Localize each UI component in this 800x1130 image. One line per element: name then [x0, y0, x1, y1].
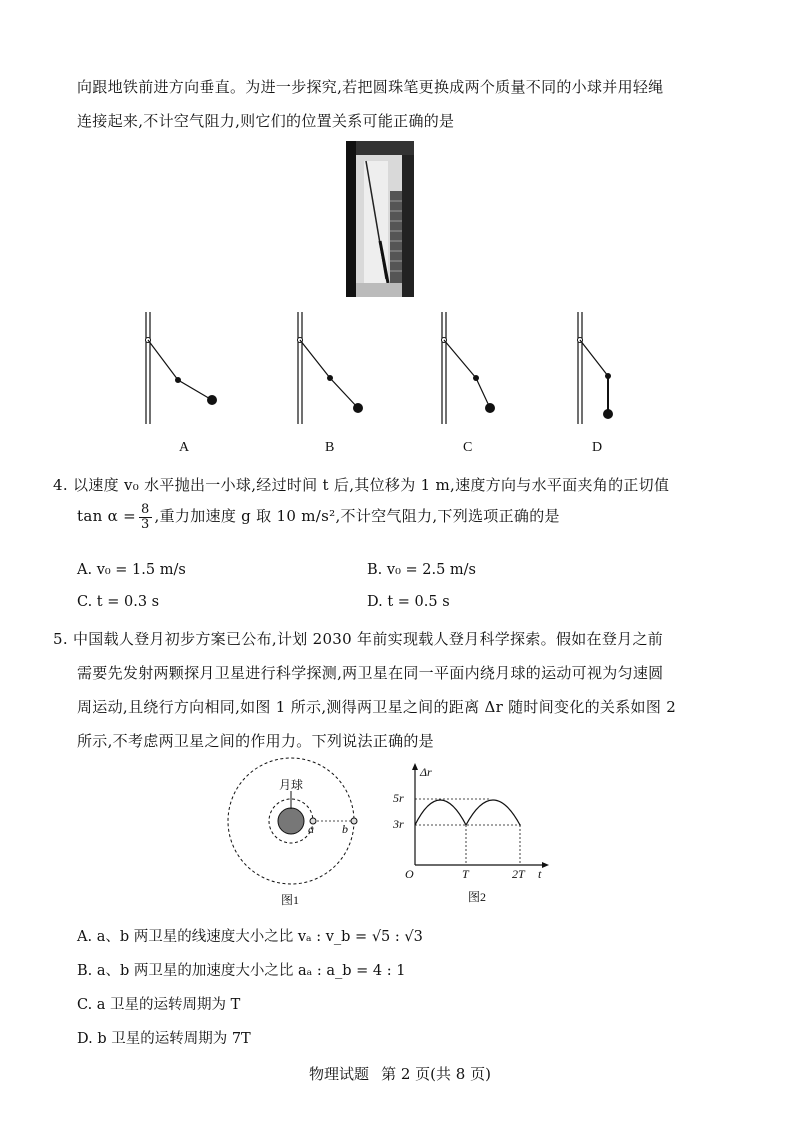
page-footer	[0, 1063, 800, 1084]
q4-fraction	[139, 503, 152, 532]
q4-option-b: B. v₀ = 2.5 m/s	[367, 562, 476, 578]
q5-option-c: C. a 卫星的运转周期为 T	[77, 997, 241, 1013]
q5-option-a: A. a、b 两卫星的线速度大小之比 vₐ : v_b = √5 : √3	[77, 929, 423, 945]
option-figure-d	[572, 312, 662, 424]
x-axis-label: t	[538, 867, 542, 881]
figure-2-graph	[405, 763, 555, 878]
option-label-c: C	[463, 440, 473, 455]
satellite-a-label: a	[308, 822, 314, 836]
footer-subject: 物理试题	[309, 1065, 370, 1083]
figure-1-caption: 图1	[281, 893, 300, 907]
x-tick-t: T	[462, 867, 469, 881]
q5-option-b: B. a、b 两卫星的加速度大小之比 aₐ : a_b = 4 : 1	[77, 963, 406, 979]
q5-option-d: D. b 卫星的运转周期为 7T	[77, 1031, 251, 1047]
q5-text-line-3: 周运动,且绕行方向相同,如图 1 所示,测得两卫星之间的距离 Δr 随时间变化的关系如图 2	[77, 698, 677, 716]
x-tick-2t: 2T	[512, 867, 525, 881]
q5-text-line-2: 需要先发射两颗探月卫星进行科学探测,两卫星在同一平面内绕月球的运动可视为匀速圆	[77, 664, 664, 682]
option-label-d: D	[592, 440, 603, 455]
q4-text-line-1: 4. 以速度 v₀ 水平抛出一小球,经过时间 t 后,其位移为 1 m,速度方向与水平面夹角的正切值	[53, 476, 670, 494]
subway-pen-photo	[346, 141, 414, 297]
y-tick-5r: 5r	[393, 791, 404, 805]
option-label-b: B	[325, 440, 335, 455]
satellite-b-label: b	[342, 822, 348, 836]
figure-2-caption: 图2	[468, 890, 487, 904]
q4-option-a: A. v₀ = 1.5 m/s	[77, 562, 186, 578]
y-tick-3r: 3r	[393, 817, 404, 831]
option-figure-c	[436, 312, 526, 424]
q4-fraction-numerator: 8	[140, 501, 150, 517]
q4-text-line-2	[77, 502, 560, 532]
q4-fraction-denominator: 3	[140, 516, 150, 532]
y-axis-label: Δr	[420, 765, 432, 779]
q4-option-c: C. t = 0.3 s	[77, 594, 160, 610]
option-figure-a	[140, 312, 230, 424]
q3-text-line-2: 连接起来,不计空气阻力,则它们的位置关系可能正确的是	[77, 112, 455, 130]
option-label-a: A	[179, 440, 190, 455]
option-figure-b	[292, 312, 382, 424]
x-tick-origin: O	[405, 867, 414, 881]
q3-text-line-1: 向跟地铁前进方向垂直。为进一步探究,若把圆珠笔更换成两个质量不同的小球并用轻绳	[77, 78, 664, 96]
footer-page-number: 第 2 页(共 8 页)	[381, 1065, 491, 1083]
figure-1-orbits	[225, 753, 365, 888]
q4-line2-suffix: ,重力加速度 g 取 10 m/s²,不计空气阻力,下列选项正确的是	[154, 507, 560, 525]
q5-text-line-1: 5. 中国载人登月初步方案已公布,计划 2030 年前实现载人登月科学探索。假如在登月之前	[53, 630, 664, 648]
q4-option-d: D. t = 0.5 s	[367, 594, 450, 610]
q5-text-line-4: 所示,不考虑两卫星之间的作用力。下列说法正确的是	[77, 732, 434, 750]
q4-tan-prefix: tan α =	[77, 507, 136, 525]
moon-label: 月球	[279, 778, 304, 792]
